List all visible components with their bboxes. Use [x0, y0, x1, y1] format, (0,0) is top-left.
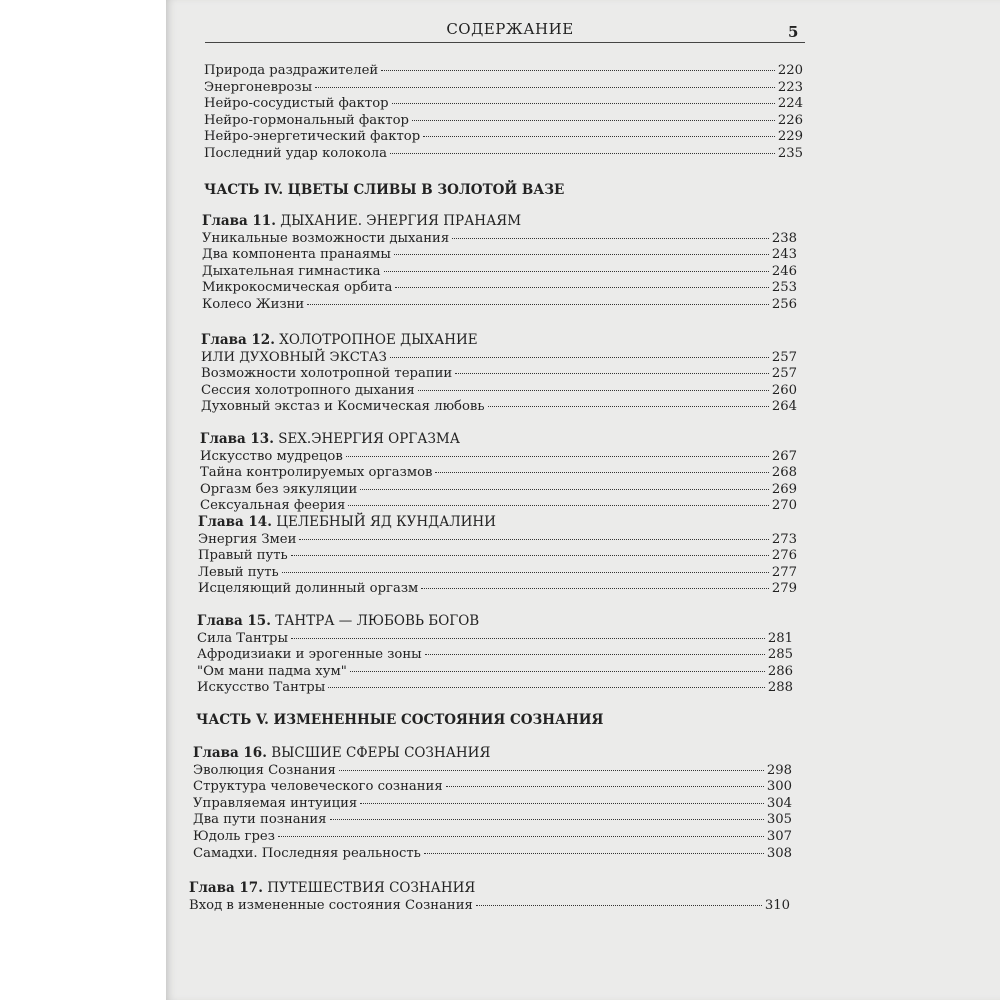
toc-entry[interactable]: [204, 112, 803, 129]
toc-entry-page: 285: [767, 647, 793, 663]
dot-leader: [291, 638, 765, 639]
dot-leader: [421, 588, 769, 589]
dot-leader: [412, 120, 775, 121]
toc-entry-page: 229: [777, 129, 803, 145]
page-number: 5: [788, 23, 799, 41]
toc-entry-page: 310: [764, 897, 790, 913]
dot-leader: [282, 572, 769, 573]
toc-entry-page: 256: [771, 297, 797, 312]
toc-entry-label: Самадхи. Последняя реальность: [193, 845, 421, 861]
toc-entry-page: 305: [766, 812, 792, 828]
toc-entry-label: Афродизиаки и эрогенные зоны: [197, 647, 422, 663]
toc-entry-page: 243: [771, 247, 797, 263]
toc-entry-page: 304: [766, 795, 792, 811]
toc-entry[interactable]: [197, 646, 793, 663]
toc-entry-page: 269: [771, 481, 797, 497]
chapter-title: ВЫСШИЕ СФЕРЫ СОЗНАНИЯ: [271, 745, 491, 761]
chapter-number: Глава 11.: [202, 213, 276, 229]
toc-entry-page: 224: [777, 96, 803, 112]
dot-leader: [476, 905, 762, 906]
dot-leader: [418, 390, 769, 391]
toc-entry[interactable]: [201, 349, 797, 366]
dot-leader: [395, 287, 769, 288]
toc-entry-label: Вход в измененные состояния Сознания: [189, 897, 473, 913]
dot-leader: [381, 70, 775, 71]
dot-leader: [390, 357, 769, 358]
dot-leader: [384, 271, 769, 272]
dot-leader: [360, 803, 764, 804]
toc-entry[interactable]: [198, 531, 797, 548]
toc-entry-label: Уникальные возможности дыхания: [202, 230, 450, 246]
toc-entry[interactable]: [201, 382, 797, 399]
toc-entry-label: Природа раздражителей: [204, 63, 379, 78]
toc-entry-label: Духовный экстаз и Космическая любовь: [201, 399, 485, 415]
dot-leader: [291, 555, 769, 556]
toc-entry[interactable]: [202, 296, 797, 313]
toc-entry-page: 270: [771, 498, 797, 514]
toc-entry-label: Тайна контролируемых оргазмов: [200, 465, 433, 481]
dot-leader: [390, 153, 775, 154]
toc-entry[interactable]: [198, 564, 797, 581]
toc-entry-page: 308: [766, 845, 792, 861]
toc-entry[interactable]: [204, 145, 803, 162]
chapter-heading: [200, 431, 460, 448]
chapter-heading: [197, 613, 479, 630]
toc-entry-label: Юдоль грез: [193, 829, 275, 844]
dot-leader: [315, 87, 775, 88]
dot-leader: [299, 539, 768, 540]
chapter-heading: [198, 514, 496, 531]
part-heading: ЧАСТЬ V. ИЗМЕНЕННЫЕ СОСТОЯНИЯ СОЗНАНИЯ: [196, 712, 604, 728]
chapter-heading: [202, 213, 521, 230]
running-header-title: СОДЕРЖАНИЕ: [446, 20, 574, 38]
toc-entry-label: Оргазм без эякуляции: [200, 481, 358, 497]
chapter-number: Глава 17.: [189, 880, 263, 896]
toc-entry-label: Сила Тантры: [197, 630, 288, 646]
chapter-title: ХОЛОТРОПНОЕ ДЫХАНИЕ: [279, 332, 478, 348]
toc-entry[interactable]: [202, 279, 797, 296]
toc-entry-page: 220: [777, 63, 803, 78]
toc-entry-page: 223: [777, 79, 803, 95]
toc-entry-label: Энергия Змеи: [198, 531, 297, 547]
toc-entry-label: Колесо Жизни: [202, 297, 305, 312]
toc-entry[interactable]: [200, 464, 797, 481]
dot-leader: [446, 786, 764, 787]
toc-entry[interactable]: [193, 811, 792, 828]
chapter-heading: [201, 332, 478, 349]
chapter-number: Глава 12.: [201, 332, 275, 348]
toc-entry-label: Нейро-гормональный фактор: [204, 112, 409, 128]
dot-leader: [328, 687, 765, 688]
toc-entry-page: 253: [771, 280, 797, 296]
chapter-number: Глава 13.: [200, 431, 274, 447]
toc-entry-page: 277: [771, 564, 797, 580]
toc-entry-page: 281: [767, 630, 793, 646]
chapter-title: ЦЕЛЕБНЫЙ ЯД КУНДАЛИНИ: [276, 514, 496, 530]
dot-leader: [394, 254, 769, 255]
dot-leader: [278, 836, 764, 837]
toc-entry-label: Нейро-сосудистый фактор: [204, 96, 389, 112]
toc-entry-page: 279: [771, 581, 797, 597]
chapter-number: Глава 14.: [198, 514, 272, 530]
chapter-heading: [189, 880, 475, 897]
dot-leader: [425, 654, 765, 655]
toc-entry-page: 273: [771, 531, 797, 547]
toc-entry[interactable]: [197, 679, 793, 696]
chapter-title: ТАНТРА — ЛЮБОВЬ БОГОВ: [275, 613, 480, 629]
dot-leader: [392, 103, 775, 104]
dot-leader: [330, 819, 764, 820]
toc-entry-page: 276: [771, 548, 797, 564]
toc-entry[interactable]: [193, 778, 792, 795]
dot-leader: [423, 136, 775, 137]
toc-entry-page: 260: [771, 382, 797, 398]
dot-leader: [350, 671, 765, 672]
toc-entry-label: Возможности холотропной терапии: [201, 366, 453, 382]
chapter-title: ДЫХАНИЕ. ЭНЕРГИЯ ПРАНАЯМ: [280, 213, 522, 229]
toc-entry-page: 288: [767, 680, 793, 696]
toc-entry[interactable]: [193, 845, 792, 862]
toc-entry-page: 246: [771, 263, 797, 279]
toc-entry[interactable]: [200, 481, 797, 498]
toc-entry[interactable]: [198, 580, 797, 597]
toc-entry-page: 238: [771, 230, 797, 246]
toc-entry-label: Сессия холотропного дыхания: [201, 382, 415, 398]
toc-entry[interactable]: [204, 95, 803, 112]
toc-entry-page: 268: [771, 465, 797, 481]
toc-entry-page: 307: [766, 829, 792, 844]
toc-entry-label: Нейро-энергетический фактор: [204, 129, 421, 145]
part-heading: ЧАСТЬ IV. ЦВЕТЫ СЛИВЫ В ЗОЛОТОЙ ВАЗЕ: [204, 182, 565, 198]
dot-leader: [339, 770, 764, 771]
toc-entry-page: 286: [767, 663, 793, 679]
toc-entry-label: Энергоневрозы: [204, 79, 313, 95]
toc-entry-label: Эволюция Сознания: [193, 762, 336, 778]
toc-entry-page: 235: [777, 146, 803, 161]
toc-entry[interactable]: [193, 795, 792, 812]
dot-leader: [424, 853, 764, 854]
toc-entry-label: ИЛИ ДУХОВНЫЙ ЭКСТАЗ: [201, 349, 387, 365]
toc-entry[interactable]: [198, 547, 797, 564]
toc-entry-label: Микрокосмическая орбита: [202, 280, 393, 296]
toc-entry-label: Сексуальная феерия: [200, 498, 346, 514]
chapter-heading: [193, 745, 490, 762]
toc-entry[interactable]: [204, 62, 803, 79]
toc-entry[interactable]: [202, 263, 797, 280]
dot-leader: [455, 373, 769, 374]
toc-entry[interactable]: [200, 448, 797, 465]
toc-entry-page: 264: [771, 399, 797, 415]
toc-entry-label: Управляемая интуиция: [193, 795, 358, 811]
toc-entry[interactable]: [189, 897, 790, 914]
dot-leader: [360, 489, 769, 490]
dot-leader: [488, 406, 769, 407]
toc-entry-label: Два пути познания: [193, 812, 327, 828]
toc-entry-label: Искусство мудрецов: [200, 448, 343, 464]
toc-entry[interactable]: [202, 246, 797, 263]
toc-entry[interactable]: [200, 497, 797, 514]
toc-entry[interactable]: [201, 398, 797, 415]
dot-leader: [452, 238, 769, 239]
toc-entry[interactable]: [197, 630, 793, 647]
toc-entry-label: Левый путь: [198, 564, 279, 580]
toc-entry-page: 267: [771, 448, 797, 464]
toc-entry-label: "Ом мани падма хум": [197, 663, 347, 679]
chapter-title: ПУТЕШЕСТВИЯ СОЗНАНИЯ: [267, 880, 476, 896]
chapter-number: Глава 16.: [193, 745, 267, 761]
toc-entry-page: 300: [766, 779, 792, 795]
toc-entry[interactable]: [193, 828, 792, 845]
toc-entry-label: Структура человеческого сознания: [193, 779, 443, 795]
toc-entry[interactable]: [204, 128, 803, 145]
dot-leader: [348, 505, 768, 506]
toc-entry-label: Последний удар колокола: [204, 146, 387, 161]
toc-entry[interactable]: [202, 230, 797, 247]
toc-entry-label: Искусство Тантры: [197, 680, 326, 696]
chapter-title: SEX.ЭНЕРГИЯ ОРГАЗМА: [278, 431, 460, 447]
toc-entry-page: 298: [766, 762, 792, 778]
dot-leader: [435, 472, 768, 473]
toc-entry-label: Правый путь: [198, 548, 288, 564]
toc-entry-page: 257: [771, 366, 797, 382]
toc-entry-label: Исцеляющий долинный оргазм: [198, 581, 419, 597]
dot-leader: [307, 304, 769, 305]
toc-entry-page: 257: [771, 349, 797, 365]
toc-entry-page: 226: [777, 112, 803, 128]
dot-leader: [346, 456, 769, 457]
toc-entry[interactable]: [204, 79, 803, 96]
toc-entry[interactable]: [193, 762, 792, 779]
toc-entry[interactable]: [197, 663, 793, 680]
toc-entry-label: Дыхательная гимнастика: [202, 263, 381, 279]
toc-entry[interactable]: [201, 365, 797, 382]
chapter-number: Глава 15.: [197, 613, 271, 629]
toc-entry-label: Два компонента пранаямы: [202, 247, 391, 263]
